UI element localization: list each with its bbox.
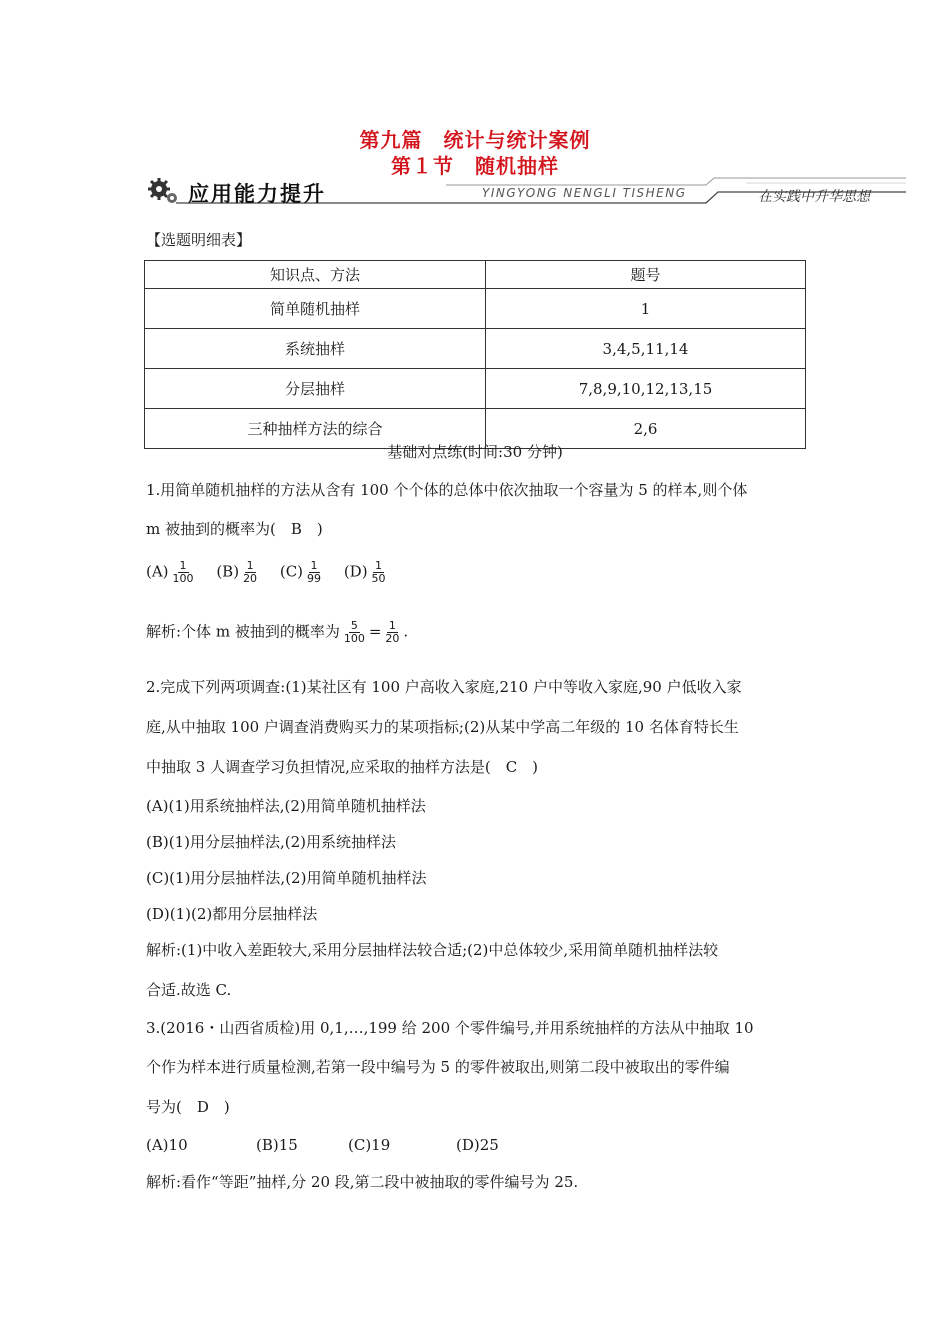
q2-option-b: (B)(1)用分层抽样法,(2)用系统抽样法: [146, 833, 396, 851]
q3-option-d: (D)25: [456, 1136, 499, 1154]
topic-table: [144, 260, 806, 449]
table-section-label: 【选题明细表】: [146, 231, 252, 249]
q3-option-b: (B)15: [256, 1136, 298, 1154]
q1-line1: 1.用简单随机抽样的方法从含有 100 个个体的总体中依次抽取一个容量为 5 的样本,则个体: [146, 481, 748, 499]
q3-analysis: 解析:看作“等距”抽样,分 20 段,第二段中被抽取的零件编号为 25.: [146, 1173, 579, 1191]
table-row: [145, 329, 806, 369]
table-header-row: [145, 261, 806, 289]
banner-english: YINGYONG NENGLI TISHENG: [482, 186, 687, 200]
q3-line3: 号为( D ): [146, 1098, 230, 1116]
q1-option: (C) $\frac{1}{99}$: [279, 559, 322, 585]
q2-option-a: (A)(1)用系统抽样法,(2)用简单随机抽样法: [146, 797, 426, 815]
table-cell: 7,8,9,10,12,13,15: [486, 369, 806, 409]
table-row: [145, 369, 806, 409]
table-cell: 系统抽样: [145, 329, 486, 369]
table-cell: 2,6: [486, 409, 806, 449]
table-cell: 分层抽样: [145, 369, 486, 409]
table-cell: 三种抽样方法的综合: [145, 409, 486, 449]
chapter-title: 第九篇 统计与统计案例: [359, 128, 591, 152]
q2-line1: 2.完成下列两项调查:(1)某社区有 100 户高收入家庭,210 户中等收入家庭,90 户低收入家: [146, 678, 742, 696]
table-cell: 1: [486, 289, 806, 329]
q1-analysis: 解析:个体 m 被抽到的概率为 $\frac{5}{100}$ = $\frac{1}{20}$ .: [146, 619, 409, 645]
q3-options: [146, 1135, 499, 1155]
banner-label: 应用能力提升: [188, 182, 326, 206]
q1-option: (D) $\frac{1}{50}$: [343, 559, 386, 585]
q2-analysis-line2: 合适.故选 C.: [146, 981, 232, 999]
q2-option-c: (C)(1)用分层抽样法,(2)用简单随机抽样法: [146, 869, 427, 887]
table-cell: 3,4,5,11,14: [486, 329, 806, 369]
practice-label: 基础对点练(时间:30 分钟): [387, 443, 563, 461]
q1-option: (A) $\frac{1}{100}$: [146, 559, 194, 585]
table-cell: 简单随机抽样: [145, 289, 486, 329]
q3-line2: 个作为样本进行质量检测,若第一段中编号为 5 的零件被取出,则第二段中被取出的零件编: [146, 1058, 730, 1076]
q2-line2: 庭,从中抽取 100 户调查消费购买力的某项指标;(2)从某中学高二年级的 10 名体育特长生: [146, 718, 739, 736]
gear-icon: [146, 176, 180, 206]
q3-line1: 3.(2016・山西省质检)用 0,1,…,199 给 200 个零件编号,并用系统抽样的方法从中抽取 10: [146, 1019, 754, 1037]
q2-line3: 中抽取 3 人调查学习负担情况,应采取的抽样方法是( C ): [146, 758, 539, 776]
q1-options: [146, 560, 404, 585]
table-row: [145, 289, 806, 329]
q3-option-c: (C)19: [348, 1136, 391, 1154]
q3-option-a: (A)10: [146, 1136, 188, 1154]
section-banner: [146, 176, 906, 208]
q1-option: (B) $\frac{1}{20}$: [216, 559, 258, 585]
banner-slogan: 在实践中升华思想: [758, 189, 870, 205]
q2-option-d: (D)(1)(2)都用分层抽样法: [146, 905, 318, 923]
q1-line2: m 被抽到的概率为( B ): [146, 520, 323, 538]
section-title: 第１节 随机抽样: [391, 154, 559, 178]
table-header-cell: 知识点、方法: [145, 261, 486, 289]
q2-analysis-line1: 解析:(1)中收入差距较大,采用分层抽样法较合适;(2)中总体较少,采用简单随机抽样法较: [146, 941, 719, 959]
table-header-cell: 题号: [486, 261, 806, 289]
